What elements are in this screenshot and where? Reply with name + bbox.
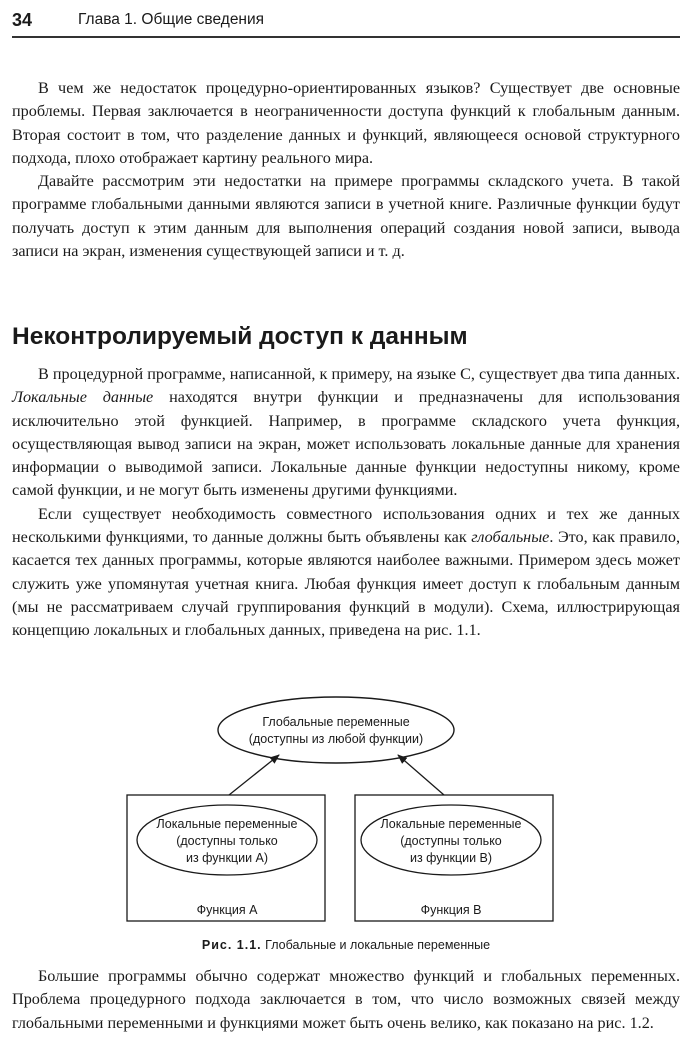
local-b-label-3: из функции В) <box>409 851 493 865</box>
page-header <box>12 10 680 40</box>
closing-text <box>12 965 680 1035</box>
global-label-1: Глобальные переменные <box>262 715 410 729</box>
global-label-2: (доступны из любой функции) <box>248 732 424 746</box>
figure-caption <box>0 938 692 952</box>
arrow-b-to-global <box>398 755 444 795</box>
paragraph <box>12 503 680 643</box>
text-run: Если существует необходимость совместного использования одних и тех же данных несколькими функциями, то данные должны быть объявлены как <box>12 504 680 547</box>
page-number: 34 <box>12 10 33 30</box>
section-text <box>12 363 680 643</box>
caption-text: Глобальные и локальные переменные <box>261 938 491 952</box>
local-a-label-2: (доступны только <box>176 834 278 848</box>
text-run: находятся внутри функции и предназначены для использования исключительно этой функцией. Например, в программе складского учета функция, осуществляющая вывод записи на экран, может использовать локальные данные для хранения информации о выводимой записи. Локальные данные функции недоступны никому, кроме самой функции, и не могут быть изменены другими функциями. <box>12 388 680 500</box>
paragraph: В чем же недостаток процедурно-ориентированных языков? Существует две основные проблемы. Первая заключается в неограниченности доступа функций к глобальным данным. Вторая состоит в том, что разделение данных и функций, являющееся основой структурного подхода, плохо отображает картину реального мира. <box>12 79 680 167</box>
text-run: В процедурной программе, написанной, к примеру, на языке С, существует два типа данных. <box>38 365 680 383</box>
header-divider <box>12 36 680 38</box>
term-local-data: Локальные данные <box>12 388 154 407</box>
local-b-label-1: Локальные переменные <box>380 817 522 831</box>
global-variables-ellipse <box>218 697 454 763</box>
local-a-label-3: из функции А) <box>185 851 269 865</box>
local-b-label-2: (доступны только <box>400 834 502 848</box>
figure-diagram <box>0 690 692 955</box>
paragraph: Большие программы обычно содержат множество функций и глобальных переменных. Проблема процедурного подхода заключается в том, что число возможных связей между глобальными переменными и функциями может быть очень велико, как показано на рис. 1.2. <box>12 967 680 1032</box>
term-global: глобальные <box>471 528 550 547</box>
local-a-label-1: Локальные переменные <box>156 817 298 831</box>
text-run: . Это, как правило, касается тех данных программы, которые являются наиболее важными. Примером здесь может служить уже упомянутая учетная книга. Любая функция имеет доступ к глобальным данным (мы не рассматриваем случай группирования функций в модули). Схема, иллюстрирующая концепцию локальных и глобальных данных, приведена на рис. 1.1. <box>12 528 680 640</box>
chapter-title: Глава 1. Общие сведения <box>78 11 265 28</box>
arrow-a-to-global <box>229 755 279 795</box>
caption-label: Рис. 1.1. <box>201 938 262 952</box>
function-b-label: Функция В <box>420 903 482 917</box>
paragraph <box>12 363 680 503</box>
section-heading: Неконтролируемый доступ к данным <box>12 323 468 350</box>
paragraph: Давайте рассмотрим эти недостатки на примере программы складского учета. В такой программе глобальными данными являются записи в учетной книге. Различные функции будут получать доступ к этим данным для выполнения операций создания новой записи, вывода записи на экран, изменения существующей записи и т. д. <box>12 172 680 261</box>
figure-1-1 <box>0 690 692 955</box>
intro-text <box>12 77 680 263</box>
function-a-label: Функция А <box>196 903 258 917</box>
